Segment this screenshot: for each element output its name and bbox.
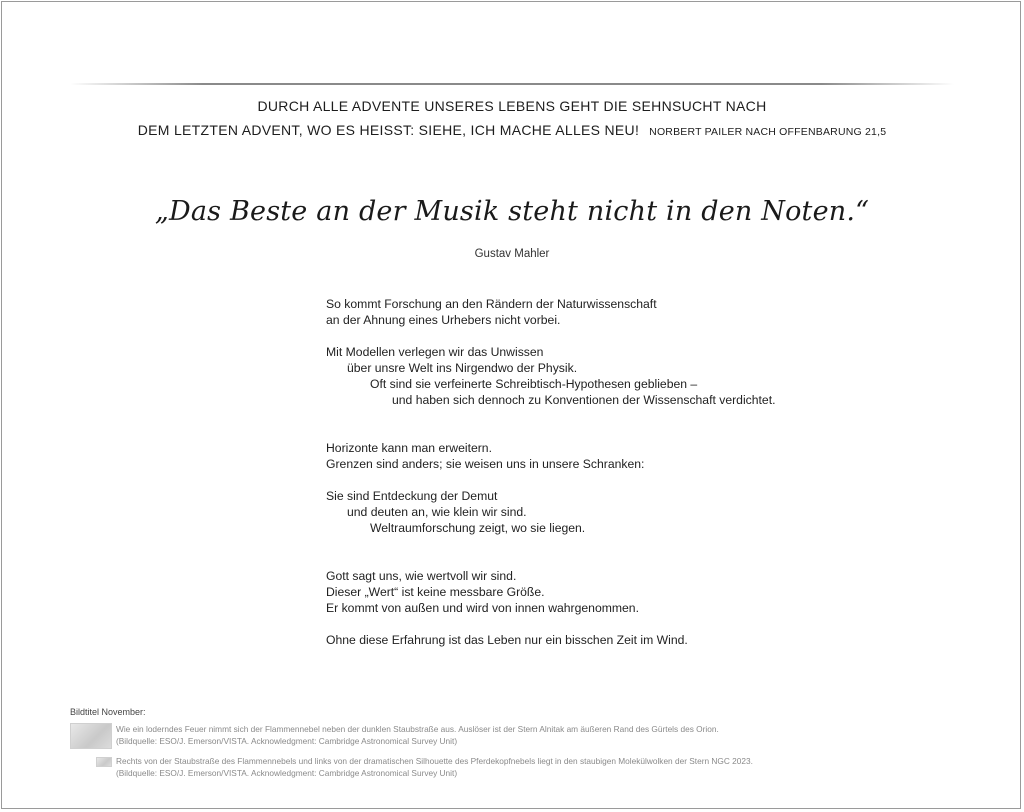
poem-line: Mit Modellen verlegen wir das Unwissen [326,345,544,359]
poem-line: Horizonte kann man erweitern. [326,441,492,455]
caption-line: Rechts von der Staubstraße des Flammennebels und links von der dramatischen Silhouette des Pferdekopfnebels liegt in den staubigen Molekülwolken der Stern NGC 2023. [116,756,753,766]
poem-line: Gott sagt uns, wie wertvoll wir sind. [326,569,517,583]
caption-source: (Bildquelle: ESO/J. Emerson/VISTA. Acknowledgment: Cambridge Astronomical Survey Unit) [116,736,458,746]
poem-line: Weltraumforschung zeigt, wo sie liegen. [370,521,586,535]
poem-line: So kommt Forschung an den Rändern der Naturwissenschaft [326,297,657,311]
header-source: NORBERT PAILER NACH OFFENBARUNG 21,5 [649,126,887,138]
header-line-1: DURCH ALLE ADVENTE UNSERES LEBENS GEHT DIE SEHNSUCHT NACH [257,98,767,114]
header-line-2-text: DEM LETZTEN ADVENT, WO ES HEISST: SIEHE, ICH MACHE ALLES NEU! [137,122,640,138]
caption-source: (Bildquelle: ESO/J. Emerson/VISTA. Acknowledgment: Cambridge Astronomical Survey Unit) [116,768,458,778]
poem [326,296,886,648]
caption-item [70,755,753,779]
quote-author: Gustav Mahler [474,248,550,260]
poem-line: Grenzen sind anders; sie weisen uns in unsere Schranken: [326,457,645,471]
poem-line: Sie sind Entdeckung der Demut [326,489,498,503]
caption-text [116,755,753,779]
poem-line: Ohne diese Erfahrung ist das Leben nur ein bisschen Zeit im Wind. [326,633,688,647]
poem-line: an der Ahnung eines Urhebers nicht vorbei. [326,313,561,327]
poem-line: und haben sich dennoch zu Konventionen der Wissenschaft verdichtet. [392,393,776,407]
header-verse [0,94,1024,142]
poem-line: Dieser „Wert“ ist keine messbare Größe. [326,585,545,599]
caption-title: Bildtitel November: [70,707,146,717]
image-thumbnail [96,757,112,767]
caption-text [116,723,719,747]
header-divider [70,83,954,85]
poem-line: über unsre Welt ins Nirgendwo der Physik. [347,361,578,375]
image-thumbnail [70,723,112,749]
quote-text: „Das Beste an der Musik steht nicht in den Noten.“ [154,196,870,227]
header-line-2 [0,118,1024,142]
caption-line: Wie ein loderndes Feuer nimmt sich der Flammennebel neben der dunklen Staubstraße aus. Auslöser ist der Stern Alnitak am äußeren Rand des Gürtels des Orion. [116,724,719,734]
poem-line: Oft sind sie verfeinerte Schreibtisch-Hypothesen geblieben – [370,377,698,391]
caption-item [70,723,719,749]
poem-line: und deuten an, wie klein wir sind. [347,505,527,519]
poem-line: Er kommt von außen und wird von innen wahrgenommen. [326,601,639,615]
